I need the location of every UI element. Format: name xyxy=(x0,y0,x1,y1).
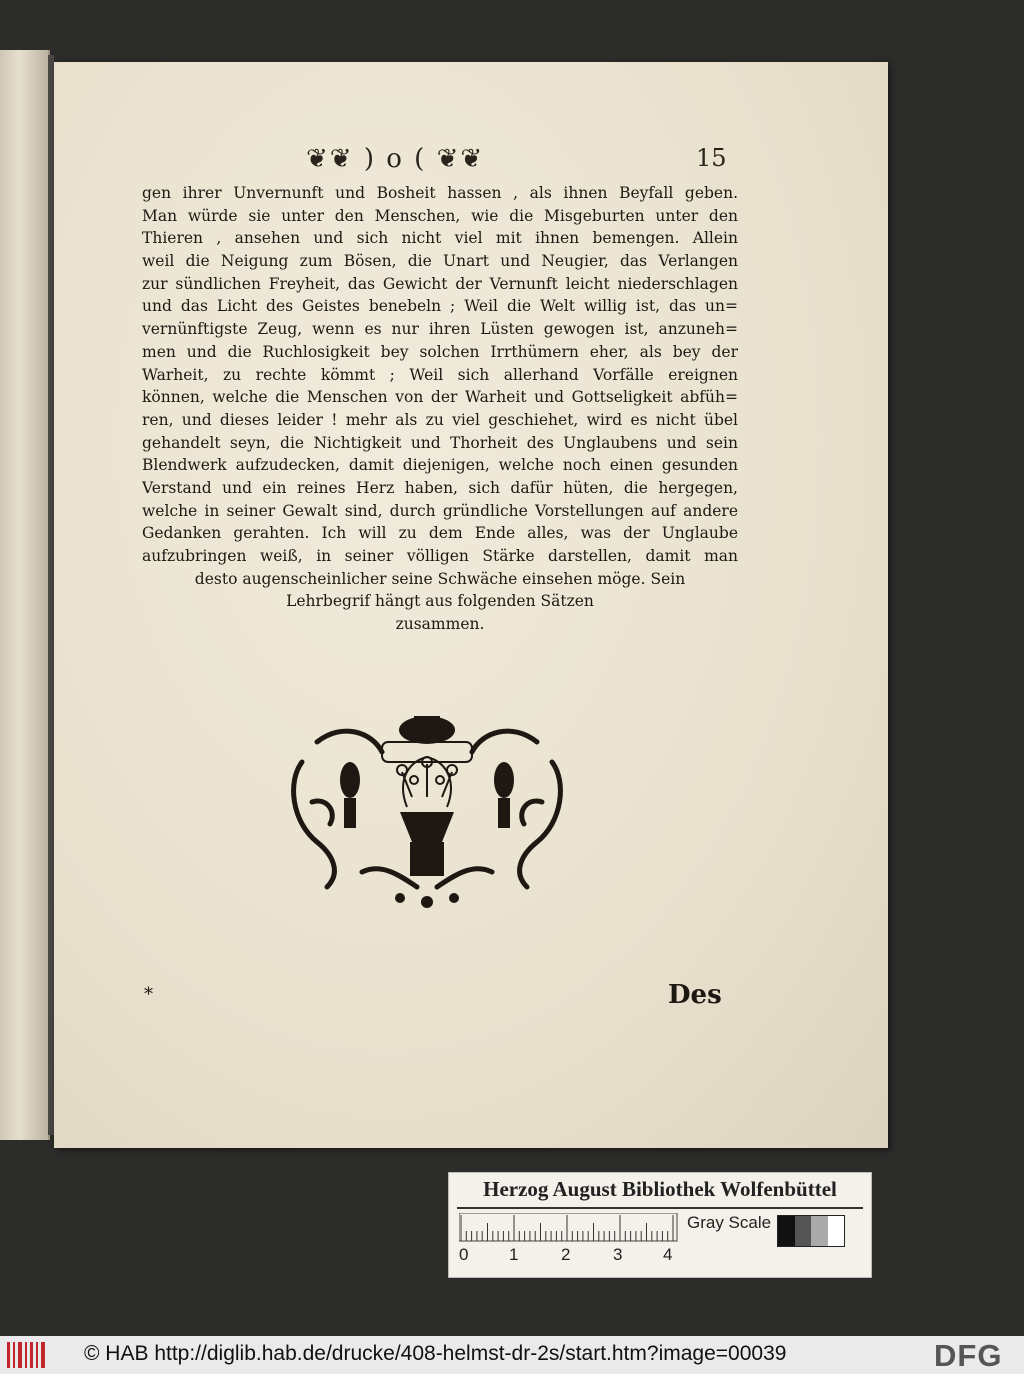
ruler-label-1: 1 xyxy=(509,1245,519,1264)
card-divider xyxy=(457,1207,863,1209)
gray-swatch xyxy=(795,1216,812,1246)
text-line: vernünftigste Zeug, wenn es nur ihren Lüsten gewogen ist, anzuneh= xyxy=(142,320,738,339)
text-line-centered: desto augenscheinlicher seine Schwäche einsehen möge. Sein xyxy=(194,569,686,588)
copyright-url[interactable]: © HAB http://diglib.hab.de/drucke/408-helmst-dr-2s/start.htm?image=00039 xyxy=(84,1342,787,1365)
text-line: zur sündlichen Freyheit, das Gewicht der Vernunft leicht niederschlagen xyxy=(142,274,738,293)
barcode-icon xyxy=(6,1340,48,1370)
ruler-label-3: 3 xyxy=(613,1245,623,1264)
footer-bar xyxy=(0,1336,1024,1374)
text-line: Thieren , ansehen und sich nicht viel mit ihnen bemengen. Allein xyxy=(142,229,738,248)
ruler-label-2: 2 xyxy=(561,1245,571,1264)
text-line-centered: Lehrbegrif hängt aus folgenden Sätzen xyxy=(286,592,594,611)
gray-scale-swatches xyxy=(777,1215,845,1247)
text-line: gehandelt seyn, die Nichtigkeit und Thorheit des Unglaubens und sein xyxy=(142,433,738,452)
ruler-label-4: 4 xyxy=(663,1245,673,1264)
header-ornament: ❦❦ ) o ( ❦❦ xyxy=(306,144,485,174)
text-line: aufzubringen weiß, in seiner völligen Stärke darstellen, damit man xyxy=(142,547,738,565)
left-page-edge xyxy=(0,50,50,1140)
footnote-mark: * xyxy=(144,984,153,1005)
text-line: können, welche die Menschen von der Warheit und Gottseligkeit abfüh= xyxy=(142,388,738,407)
text-line: Warheit, zu rechte kömmt ; Weil sich allerhand Vorfälle ereignen xyxy=(142,365,738,384)
text-line: Gedanken gerahten. Ich will zu dem Ende alles, was der Unglaube xyxy=(142,524,738,543)
color-calibration-card xyxy=(448,1172,872,1278)
gray-swatch xyxy=(778,1216,795,1246)
ruler-label-0: 0 xyxy=(459,1245,469,1264)
text-line: und das Licht des Geistes benebeln ; Weil die Welt willig ist, das un= xyxy=(142,297,738,316)
text-line: welche in seiner Gewalt sind, durch gründliche Vorstellungen auf andere xyxy=(142,501,738,520)
text-line: Blendwerk aufzudecken, damit diejenigen, welche noch einen gesunden xyxy=(142,456,738,475)
gray-swatch xyxy=(811,1216,828,1246)
page-header xyxy=(54,144,888,178)
dfg-logo: DFG xyxy=(934,1338,1003,1373)
gray-swatch xyxy=(828,1216,845,1246)
text-line-centered: zusammen. xyxy=(395,615,485,634)
text-line: Man würde sie unter den Menschen, wie die Misgeburten unter den xyxy=(142,206,738,225)
text-line: ren, und dieses leider ! mehr als zu viel geschiehet, wird es nicht übel xyxy=(142,410,738,429)
body-text xyxy=(142,182,738,636)
catchword: Des xyxy=(668,980,722,1010)
gray-scale-label: Gray Scale xyxy=(687,1213,772,1232)
page-number: 15 xyxy=(696,144,727,172)
text-line: men und die Ruchlosigkeit bey solchen Irrthümern eher, als bey der xyxy=(142,342,738,361)
page-footer xyxy=(54,980,888,1020)
library-title: Herzog August Bibliothek Wolfenbüttel xyxy=(483,1177,837,1201)
text-line: weil die Neigung zum Bösen, die Unart und Neugier, das Verlangen xyxy=(142,252,738,271)
ornamental-vignette xyxy=(282,702,572,912)
text-line: gen ihrer Unvernunft und Bosheit hassen , als ihnen Beyfall geben. xyxy=(142,184,738,202)
book-page xyxy=(54,62,888,1148)
text-line: Verstand und ein reines Herz haben, sich dafür hüten, die hergegen, xyxy=(142,478,738,497)
